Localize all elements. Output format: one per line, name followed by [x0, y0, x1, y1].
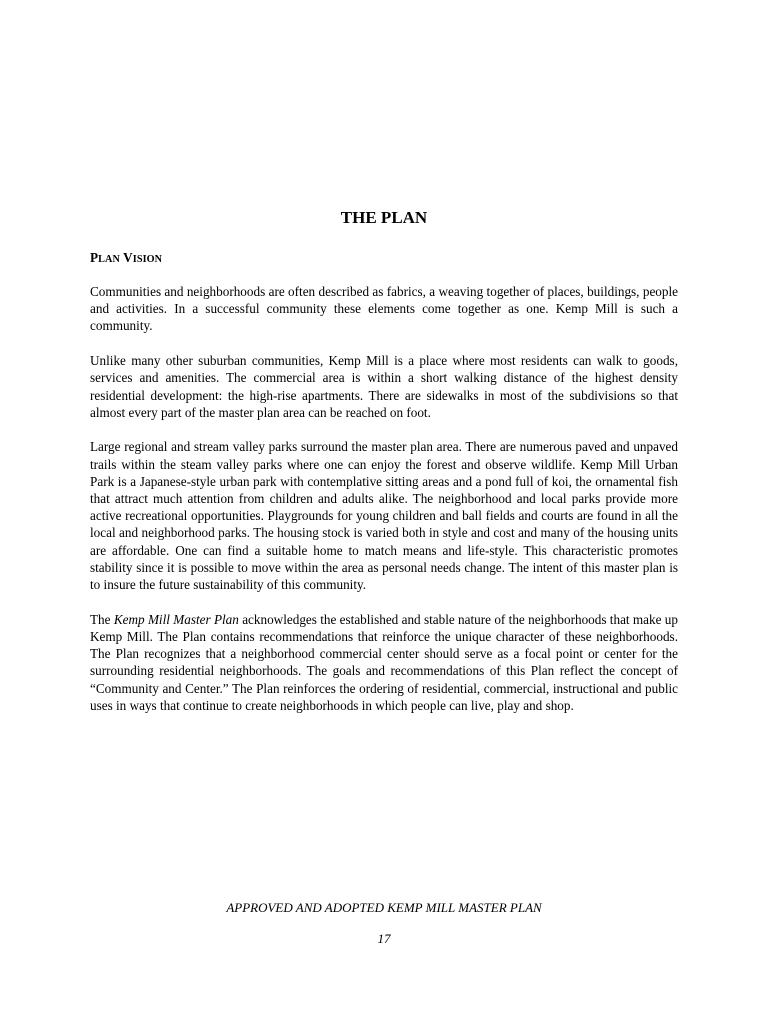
page-number: 17	[377, 931, 391, 946]
paragraph-text: acknowledges the established and stable nature of the neighborhoods that make up Kemp Mill. The Plan contains recommendations that reinforce the unique character of these neighborhoods. The Plan recognizes that a neighborhood commercial center should serve as a focal point or center for the surrounding residential neighborhoods. The goals and recommendations of this Plan reflect the concept of “Community and Center.” The Plan reinforces the ordering of residential, commercial, instructional and public uses in ways that continue to create neighborhoods in which people can live, play and shop.	[90, 611, 678, 713]
paragraph-lead: The	[90, 611, 114, 627]
page-title: THE PLAN	[340, 208, 428, 227]
section-heading-initial: P	[90, 250, 99, 265]
section-heading-smallcaps: LAN	[98, 254, 120, 265]
paragraph: Communities and neighborhoods are often described as fabrics, a weaving together of places, buildings, people and activities. In a successful community these elements come together as one. Kemp Mill is such a community.	[90, 284, 678, 334]
section-heading-initial: V	[123, 250, 133, 265]
paragraph: Large regional and stream valley parks surround the master plan area. There are numerous paved and unpaved trails within the steam valley parks where one can enjoy the forest and observe wildlife. Kemp Mill Urban Park is a Japanese-style urban park with contemplative sitting areas and a pond full of koi, the ornamental fish that attract much attention from children and adults alike. The neighborhood and local parks provide more active recreational opportunities. Playgrounds for young children and ball fields and courts are found in all the local and neighborhood parks. The housing stock is varied both in style and cost and many of the housing units are affordable. One can find a suitable home to match means and life-style. This characteristic promotes stability since it is possible to move within the area as personal needs change. The intent of this master plan is to insure the future sustainability of this community.	[90, 439, 678, 593]
paragraph	[90, 611, 678, 714]
paragraph: Unlike many other suburban communities, Kemp Mill is a place where most residents can walk to goods, services and amenities. The commercial area is within a short walking distance of the highest density residential development: the high-rise apartments. There are sidewalks in most of the subdivisions so that almost every part of the master plan area can be reached on foot.	[90, 353, 678, 420]
section-heading-smallcaps: ISION	[132, 254, 163, 265]
footer-title: APPROVED AND ADOPTED KEMP MILL MASTER PLAN	[226, 900, 542, 915]
plan-title-emphasis: Kemp Mill Master Plan	[113, 611, 239, 627]
body-text	[90, 283, 678, 731]
section-heading	[90, 250, 162, 266]
